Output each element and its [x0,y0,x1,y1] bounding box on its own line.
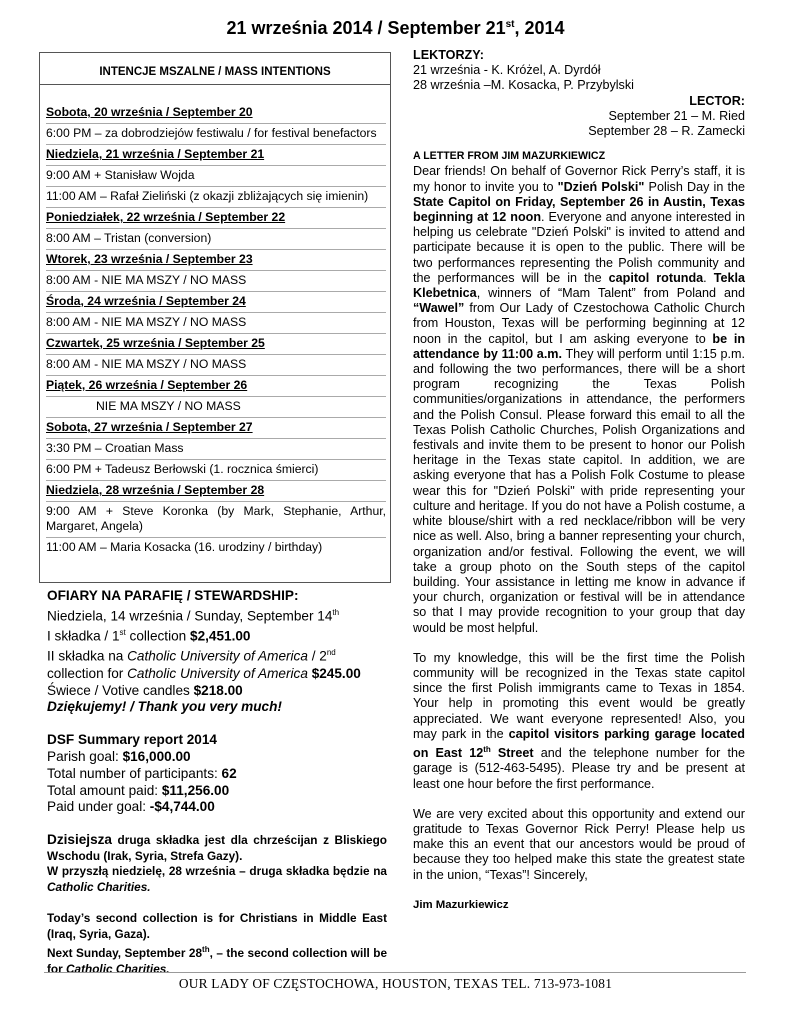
letter-text-segment: “Wawel” [413,301,465,316]
mass-intention-entry: 6:00 PM – za dobrodziejów festiwalu / for festival benefactors [46,124,386,145]
letter-text-segment: be in attendance by 11:00 a.m. [413,331,746,361]
letter-text-segment: . Everyone and anyone interested in helping us celebrate "Dzień Polski" is invited to attend and participate because it is open to the public. There will be two performances representing the Polish community and the performances will be in the [413,210,745,285]
first-collection: I składka / 1st collection $2,451.00 [47,628,251,644]
mass-intention-entry: 9:00 AM + Steve Koronka (by Mark, Stephanie, Arthur, Margaret, Angela) [46,502,386,538]
mass-day-heading: Sobota, 20 września / September 20 [46,103,386,124]
letter-text-segment: . [703,270,714,285]
dsf-under-goal: Paid under goal: -$4,744.00 [47,799,215,815]
second-collection-pl: Dzisiejsza druga składka jest dla chrześcijan z Bliskiego Wschodu (Irak, Syria, Strefa Gazy). [47,832,387,863]
lector-line-pl-2: 28 września –M. Kosacka, P. Przybylski [413,78,634,93]
mass-intention-entry: 9:00 AM + Stanisław Wojda [46,166,386,187]
dsf-participants: Total number of participants: 62 [47,765,237,781]
letter-paragraph-2: To my knowledge, this will be the first time the Polish community will be recognized in the Texas state capitol since the first Polish immigrants came to Texas in 1854. Your help in promoting this event would be greatly appreciated. We want everyone represented! Also, you may park in the capitol visitors parking garage located on East 12th Street and the telephone number for the garage is (512-463-5495). Please try and be present at least one hour before the first performance. [413,650,745,791]
thanks-text: Dziękujemy! / Thank you very much! [47,699,282,715]
mass-intention-entry: 11:00 AM – Rafał Zieliński (z okazji zbliżających się imienin) [46,187,386,208]
lectors-heading-en: LECTOR: [689,93,745,108]
footer: OUR LADY OF CZĘSTOCHOWA, HOUSTON, TEXAS TEL. 713-973-1081 [178,976,613,991]
mass-day-heading: Niedziela, 21 września / September 21 [46,145,386,166]
mass-day-heading: Sobota, 27 września / September 27 [46,418,386,439]
footer-divider [44,972,746,973]
lector-line-en-1: September 21 – M. Ried [608,108,745,123]
lector-line-pl-1: 21 września - K. Króżel, A. Dyrdół [413,63,601,78]
mass-day-heading: Piątek, 26 września / September 26 [46,376,386,397]
mass-intention-entry: 11:00 AM – Maria Kosacka (16. urodziny / birthday) [46,540,323,554]
mass-intentions-heading: INTENCJE MSZALNE / MASS INTENTIONS [40,53,390,85]
mass-day-heading: Niedziela, 28 września / September 28 [46,481,386,502]
dsf-paid: Total amount paid: $11,256.00 [47,782,230,798]
stewardship-heading: OFIARY NA PARAFIĘ / STEWARDSHIP: [47,588,299,603]
dsf-parish-goal: Parish goal: $16,000.00 [47,748,191,764]
letter-paragraph-3: We are very excited about this opportunity and extend our gratitude to Texas Governor Rick Perry! Please help us make this an event that our ancestors would be proud of because they too helped make this state the greatest state in the union, “Texas”! Sincerely, [413,806,745,882]
mass-day-heading: Poniedziałek, 22 września / September 22 [46,208,386,229]
letter-title: A LETTER FROM JIM MAZURKIEWICZ [413,150,606,163]
letter-signature: Jim Mazurkiewicz [413,898,509,911]
mass-day-heading: Wtorek, 23 września / September 23 [46,250,386,271]
dsf-heading: DSF Summary report 2014 [47,732,217,748]
mass-intention-entry: 8:00 AM - NIE MA MSZY / NO MASS [46,313,386,334]
mass-intention-entry: 8:00 AM – Tristan (conversion) [46,229,386,250]
next-collection-en: Next Sunday, September 28th, – the second collection will be for Catholic Charities. [47,945,387,976]
mass-intention-entry: NIE MA MSZY / NO MASS [46,397,386,418]
letter-text-segment: They will perform until 1:15 p.m. and following the two performances, there will be a short program recognizing the Texas Polish communities/organizations in attendance, the performers and the Polish Consul. Please forward this email to all the Texas Polish Catholic Churches, Polish Organizations and festivals and invite them to be present to honor our Polish heritage in the Texas state capitol. In addition, we are asking everyone that has a Polish Folk Costume to please wear this for "Dzień Polski" with pride representing your culture and heritage. If you do not have a Polish costume, a white blouse/shirt with a red necklace/ribbon will be very nice as well. Also, bring a banner representing your church, organization and/or festival. Following the event, we will take a group photo on the South steps of the capitol building. Your assistance in letting me know in advance if your church, organization or festival will be in attendance so that I may provide recognition to your group that day would be most helpful. [413,346,745,635]
mass-intention-entry: 8:00 AM - NIE MA MSZY / NO MASS [46,271,386,292]
page-title: 21 września 2014 / September 21st, 2014 [226,18,565,38]
lector-line-en-2: September 28 – R. Zamecki [588,124,745,139]
candles-collection: Świece / Votive candles $218.00 [47,682,243,698]
lectors-heading-pl: LEKTORZY: [413,48,484,62]
letter-text-segment: , winners of “Mam Talent” from Poland and [476,286,745,301]
mass-intentions-list [40,103,390,558]
stewardship-date: Niedziela, 14 września / Sunday, September 14th [47,607,340,624]
next-collection-pl: W przyszłą niedzielę, 28 września – druga składka będzie na Catholic Charities. [47,864,387,894]
letter-paragraph-1 [413,164,745,635]
letter-text-segment: Dear friends! On behalf of Governor Rick Perry’s staff, it is my honor to invite you to [413,164,745,194]
second-collection-en: Today’s second collection is for Christians in Middle East (Iraq, Syria, Gaza). [47,911,387,941]
letter-text-segment: from Our Lady of Czestochowa Catholic Church from Houston, Texas will be performing beginning at 12 noon in the capitol, but I am asking everyone to [413,301,745,346]
mass-intentions-box [39,52,391,583]
letter-text-segment: Polish Day in the [644,179,745,194]
mass-day-heading: Czwartek, 25 września / September 25 [46,334,386,355]
mass-intention-entry: 6:00 PM + Tadeusz Berłowski (1. rocznica śmierci) [46,460,386,481]
letter-text-segment: State Capitol on Friday, September 26 in Austin, Texas beginning at 12 noon [413,194,745,225]
letter-text-segment: capitol rotunda [608,270,704,285]
letter-text-segment: Tekla Klebetnica [413,270,745,301]
right-column [413,48,745,913]
second-collection-amount: II składka na Catholic University of America / 2nd collection for Catholic University of America $245.00 [47,648,361,681]
left-lower-section [47,588,387,977]
mass-intention-entry: 8:00 AM - NIE MA MSZY / NO MASS [46,355,386,376]
mass-intention-entry: 3:30 PM – Croatian Mass [46,439,386,460]
mass-day-heading: Środa, 24 września / September 24 [46,292,386,313]
letter-text-segment: "Dzień Polski" [557,179,645,194]
